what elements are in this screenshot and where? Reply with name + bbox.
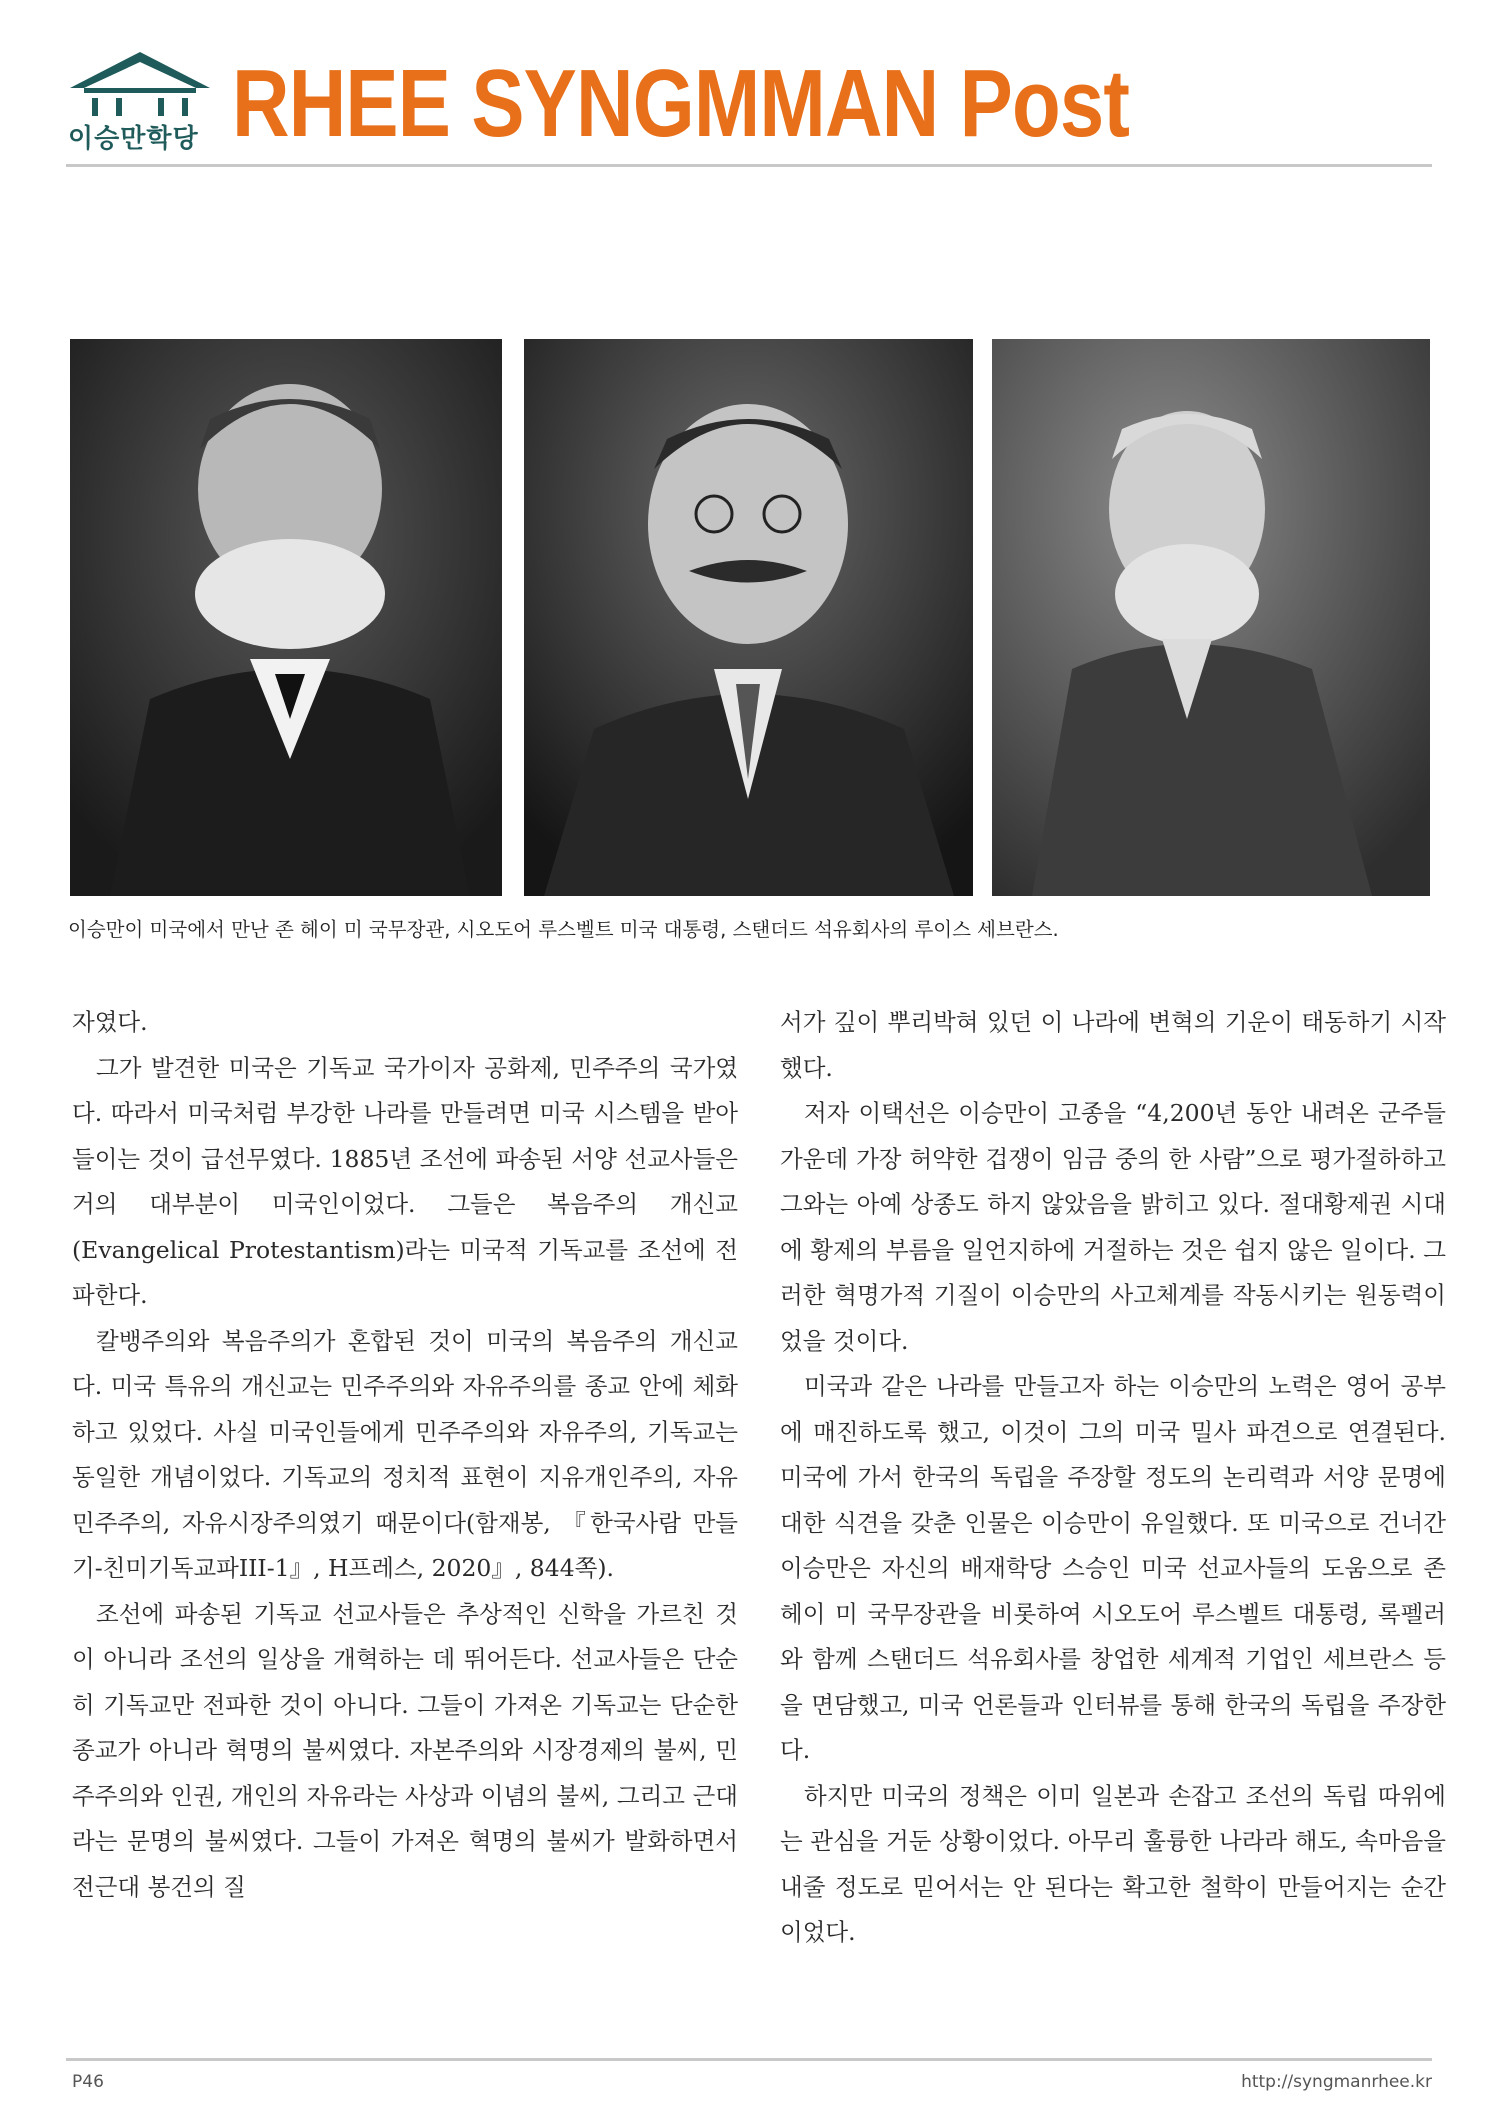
footer-divider	[66, 2058, 1432, 2061]
paragraph: 하지만 미국의 정책은 이미 일본과 손잡고 조선의 독립 따위에는 관심을 거둔 상황이었다. 아무리 훌륭한 나라라 해도, 속마음을 내줄 정도로 믿어서는 안 된다는 확고한 철학이 만들어지는 순간이었다.	[780, 1781, 1446, 1946]
header-divider	[66, 164, 1432, 167]
article-column-left	[72, 1000, 738, 1910]
paragraph: 서가 깊이 뿌리박혀 있던 이 나라에 변혁의 기운이 태동하기 시작했다.	[780, 1008, 1446, 1082]
paragraph: 그가 발견한 미국은 기독교 국가이자 공화제, 민주주의 국가였다. 따라서 미국처럼 부강한 나라를 만들려면 미국 시스템을 받아들이는 것이 급선무였다. 1885년 조선에 파송된 서양 선교사들은 거의 대부분이 미국인이었다. 그들은 복음주의 개신교(Evangelical Protestantism)라는 미국적 기독교를 조선에 전파한다.	[72, 1053, 738, 1309]
paragraph: 저자 이택선은 이승만이 고종을 “4,200년 동안 내려온 군주들 가운데 가장 허약한 겁쟁이 임금 중의 한 사람”으로 평가절하하고 그와는 아예 상종도 하지 않았음을 밝히고 있다. 절대황제권 시대에 황제의 부름을 일언지하에 거절하는 것은 쉽지 않은 일이다. 그러한 혁명가적 기질이 이승만의 사고체계를 작동시키는 원동력이었을 것이다.	[780, 1099, 1446, 1355]
portrait-louis-severance	[992, 339, 1430, 896]
paragraph: 자였다.	[72, 1008, 148, 1036]
logo-text: 이승만학당	[68, 124, 199, 154]
footer-url[interactable]: http://syngmanrhee.kr	[1241, 2072, 1432, 2092]
page-number: P46	[72, 2072, 104, 2092]
paragraph: 칼뱅주의와 복음주의가 혼합된 것이 미국의 복음주의 개신교다. 미국 특유의 개신교는 민주주의와 자유주의를 종교 안에 체화하고 있었다. 사실 미국인들에게 민주주의와 자유주의, 기독교는 동일한 개념이었다. 기독교의 정치적 표현이 지유개인주의, 자유민주주의, 자유시장주의였기 때문이다(함재봉, 『한국사람 만들기-친미기독교파III-1』, H프레스, 2020』, 844쪽).	[72, 1326, 738, 1582]
article-column-right	[780, 1000, 1446, 1956]
masthead-title: RHEE SYNGMMAN Post	[232, 50, 1130, 157]
paragraph: 조선에 파송된 기독교 선교사들은 추상적인 신학을 가르친 것이 아니라 조선의 일상을 개혁하는 데 뛰어든다. 선교사들은 단순히 기독교만 전파한 것이 아니다. 그들이 가져온 기독교는 단순한 종교가 아니라 혁명의 불씨였다. 자본주의와 시장경제의 불씨, 민주주의와 인권, 개인의 자유라는 사상과 이념의 불씨, 그리고 근대라는 문명의 불씨였다. 그들이 가져온 혁명의 불씨가 발화하면서 전근대 봉건의 질	[72, 1599, 738, 1901]
portrait-john-hay	[70, 339, 502, 896]
paragraph: 미국과 같은 나라를 만들고자 하는 이승만의 노력은 영어 공부에 매진하도록 했고, 이것이 그의 미국 밀사 파견으로 연결된다. 미국에 가서 한국의 독립을 주장할 정도의 논리력과 서양 문명에 대한 식견을 갖춘 인물은 이승만이 유일했다. 또 미국으로 건너간 이승만은 자신의 배재학당 스승인 미국 선교사들의 도움으로 존 헤이 미 국무장관을 비롯하여 시오도어 루스벨트 대통령, 록펠러와 함께 스탠더드 석유회사를 창업한 세계적 기업인 세브란스 등을 면담했고, 미국 언론들과 인터뷰를 통해 한국의 독립을 주장한다.	[780, 1372, 1446, 1764]
photo-caption: 이승만이 미국에서 만난 존 헤이 미 국무장관, 시오도어 루스벨트 미국 대통령, 스탠더드 석유회사의 루이스 세브란스.	[68, 918, 1059, 941]
portrait-theodore-roosevelt	[524, 339, 973, 896]
